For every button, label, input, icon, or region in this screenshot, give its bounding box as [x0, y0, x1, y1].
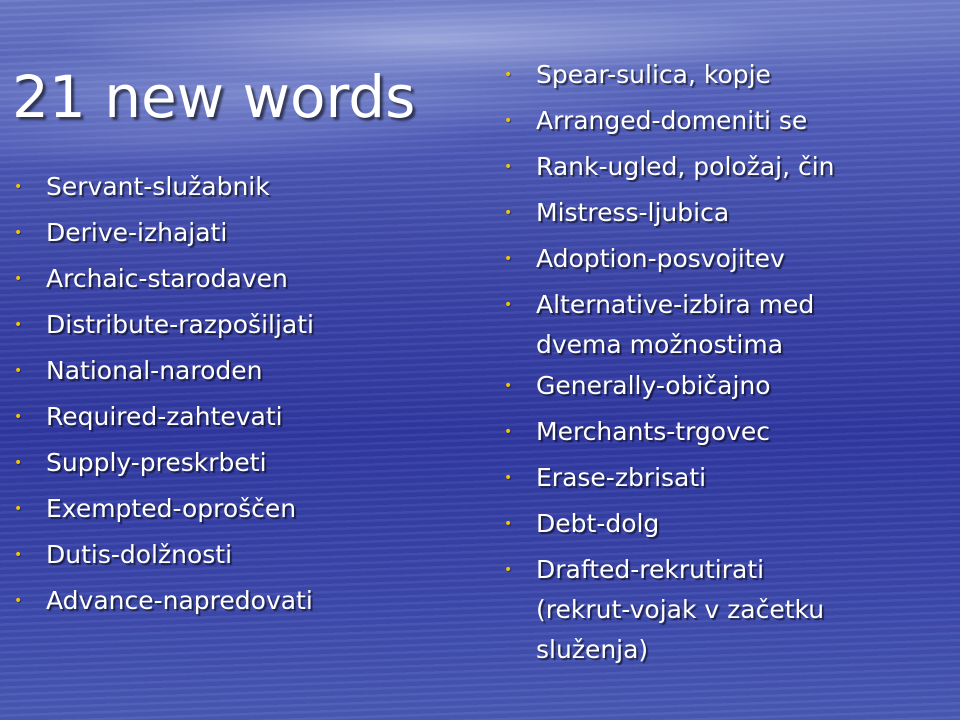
- word-pair: Required-zahtevati: [46, 402, 283, 431]
- list-item: [12, 402, 472, 432]
- word-pair: Archaic-starodaven: [46, 264, 288, 293]
- list-item: [12, 540, 472, 570]
- list-item: [502, 371, 952, 401]
- bullet-icon: •: [504, 113, 513, 129]
- word-pair: Erase-zbrisati: [536, 463, 707, 492]
- list-item: [502, 417, 952, 447]
- word-pair: Distribute-razpošiljati: [46, 310, 314, 339]
- word-pair: National-naroden: [46, 356, 263, 385]
- word-pair: Advance-napredovati: [46, 586, 313, 615]
- word-pair: Rank-ugled, položaj, čin: [536, 152, 835, 181]
- word-pair-line: Drafted-rekrutirati: [536, 555, 765, 584]
- word-pair: Derive-izhajati: [46, 218, 228, 247]
- bullet-icon: •: [504, 159, 513, 175]
- word-pair-line: služenja): [536, 635, 649, 664]
- bullet-icon: •: [504, 424, 513, 440]
- bullet-icon: •: [504, 516, 513, 532]
- list-item: [12, 172, 472, 202]
- list-item: [502, 285, 952, 365]
- list-item: [12, 310, 472, 340]
- word-pair: Mistress-ljubica: [536, 198, 730, 227]
- bullet-icon: •: [14, 547, 23, 563]
- bullet-icon: •: [504, 251, 513, 267]
- word-pair: Dutis-dolžnosti: [46, 540, 233, 569]
- word-pair: Servant-služabnik: [46, 172, 270, 201]
- bullet-icon: •: [14, 317, 23, 333]
- word-pair: Exempted-oproščen: [46, 494, 297, 523]
- bullet-icon: •: [504, 67, 513, 83]
- word-pair: Arranged-domeniti se: [536, 106, 808, 135]
- word-pair: Adoption-posvojitev: [536, 244, 785, 273]
- word-pair: Spear-sulica, kopje: [536, 60, 771, 89]
- list-item: [502, 550, 952, 670]
- right-word-list: [502, 60, 952, 686]
- bullet-icon: •: [14, 225, 23, 241]
- list-item: [502, 509, 952, 539]
- bullet-icon: •: [14, 179, 23, 195]
- list-item: [12, 494, 472, 524]
- list-item: [502, 60, 952, 90]
- bullet-icon: •: [14, 455, 23, 471]
- word-pair: Debt-dolg: [536, 509, 660, 538]
- bullet-icon: •: [504, 378, 513, 394]
- list-item: [502, 198, 952, 228]
- list-item: [12, 356, 472, 386]
- word-pair-line: (rekrut-vojak v začetku: [536, 595, 825, 624]
- word-pair: Generally-običajno: [536, 371, 771, 400]
- bullet-icon: •: [504, 205, 513, 221]
- list-item: [502, 244, 952, 274]
- bullet-icon: •: [14, 501, 23, 517]
- bullet-icon: •: [14, 363, 23, 379]
- bullet-icon: •: [14, 409, 23, 425]
- bullet-icon: •: [504, 562, 513, 578]
- list-item: [502, 152, 952, 182]
- list-item: [12, 218, 472, 248]
- word-pair-line: Alternative-izbira med: [536, 290, 815, 319]
- bullet-icon: •: [14, 593, 23, 609]
- list-item: [12, 264, 472, 294]
- bullet-icon: •: [14, 271, 23, 287]
- list-item: [502, 463, 952, 493]
- word-pair: Supply-preskrbeti: [46, 448, 267, 477]
- word-pair-line: dvema možnostima: [536, 330, 784, 359]
- slide-title: 21 new words: [12, 63, 416, 131]
- bullet-icon: •: [504, 470, 513, 486]
- left-word-list: [12, 172, 472, 632]
- list-item: [12, 448, 472, 478]
- list-item: [502, 106, 952, 136]
- word-pair: Merchants-trgovec: [536, 417, 771, 446]
- list-item: [12, 586, 472, 616]
- bullet-icon: •: [504, 297, 513, 313]
